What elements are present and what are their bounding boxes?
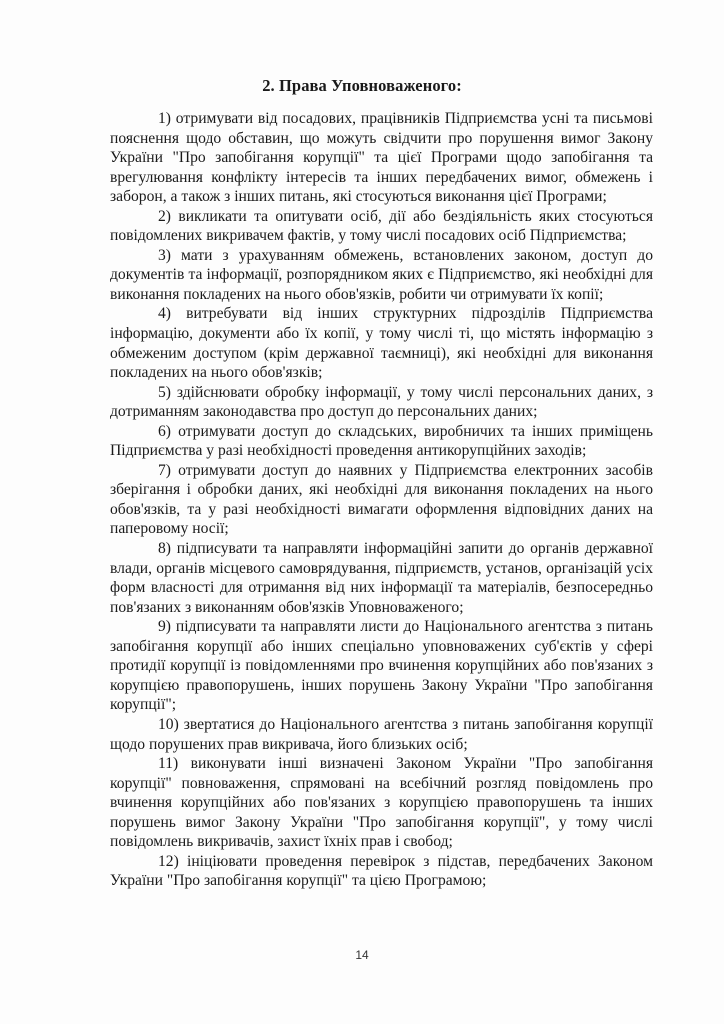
paragraph-4: 4) витребувати від інших структурних підрозділів Підприємства інформацію, документи або їх копії, у тому числі ті, що містять інформацію з обмеженим доступом (крім державної таємниці), які необхідні для виконання покладених на нього обов'язків; <box>110 305 653 382</box>
document-body <box>110 109 653 891</box>
paragraph-3: 3) мати з урахуванням обмежень, встановлених законом, доступ до документів та інформації, розпорядником яких є Підприємство, які необхідні для виконання покладених на нього обов'язків, робити чи отримувати їх копії; <box>110 246 653 303</box>
paragraph-5: 5) здійснювати обробку інформації, у тому числі персональних даних, з дотриманням законодавства про доступ до персональних даних; <box>110 383 653 421</box>
paragraph-12: 12) ініціювати проведення перевірок з підстав, передбачених Законом України "Про запобігання корупції" та цією Програмою; <box>110 852 653 890</box>
section-heading: 2. Права Уповноваженого: <box>262 76 462 95</box>
paragraph-1: 1) отримувати від посадових, працівників Підприємства усні та письмові пояснення щодо обставин, що можуть свідчити про порушення вимог Закону України "Про запобігання корупції" та цієї Програми щодо запобігання та врегулювання конфлікту інтересів та інших передбачених вимог, обмежень і заборон, а також з інших питань, які стосуються виконання цієї Програми; <box>110 110 653 206</box>
paragraph-6: 6) отримувати доступ до складських, виробничих та інших приміщень Підприємства у разі необхідності проведення антикорупційних заходів; <box>110 422 653 460</box>
paragraph-2: 2) викликати та опитувати осіб, дії або бездіяльність яких стосуються повідомлених викривачем фактів, у тому числі посадових осіб Підприємства; <box>110 207 653 245</box>
paragraph-8: 8) підписувати та направляти інформаційні запити до органів державної влади, органів місцевого самоврядування, підприємств, установ, організацій усіх форм власності для отримання від них інформації та матеріалів, безпосередньо пов'язаних з виконанням обов'язків Уповноваженого; <box>110 540 653 616</box>
paragraph-11: 11) виконувати інші визначені Законом України "Про запобігання корупції" повноваження, спрямовані на всебічний розгляд повідомлень про вчинення корупційних або пов'язаних з корупцією правопорушень та інших порушень вимог Закону України "Про запобігання корупції", у тому числі повідомлень викривачів, захист їхніх прав і свобод; <box>110 755 653 851</box>
page-number: 14 <box>355 948 369 962</box>
paragraph-9: 9) підписувати та направляти листи до Національного агентства з питань запобігання корупції або інших спеціально уповноважених суб'єктів у сфері протидії корупції із повідомленнями про вчинення корупційних або пов'язаних з корупцією правопорушень, інших порушень Закону України "Про запобігання корупції"; <box>110 618 653 714</box>
paragraph-10: 10) звертатися до Національного агентства з питань запобігання корупції щодо порушених прав викривача, його близьких осіб; <box>110 715 653 753</box>
paragraph-7: 7) отримувати доступ до наявних у Підприємства електронних засобів зберігання і обробки даних, які необхідні для виконання покладених на нього обов'язків, та у разі необхідності вимагати оформлення відповідних даних на паперовому носії; <box>110 461 653 538</box>
